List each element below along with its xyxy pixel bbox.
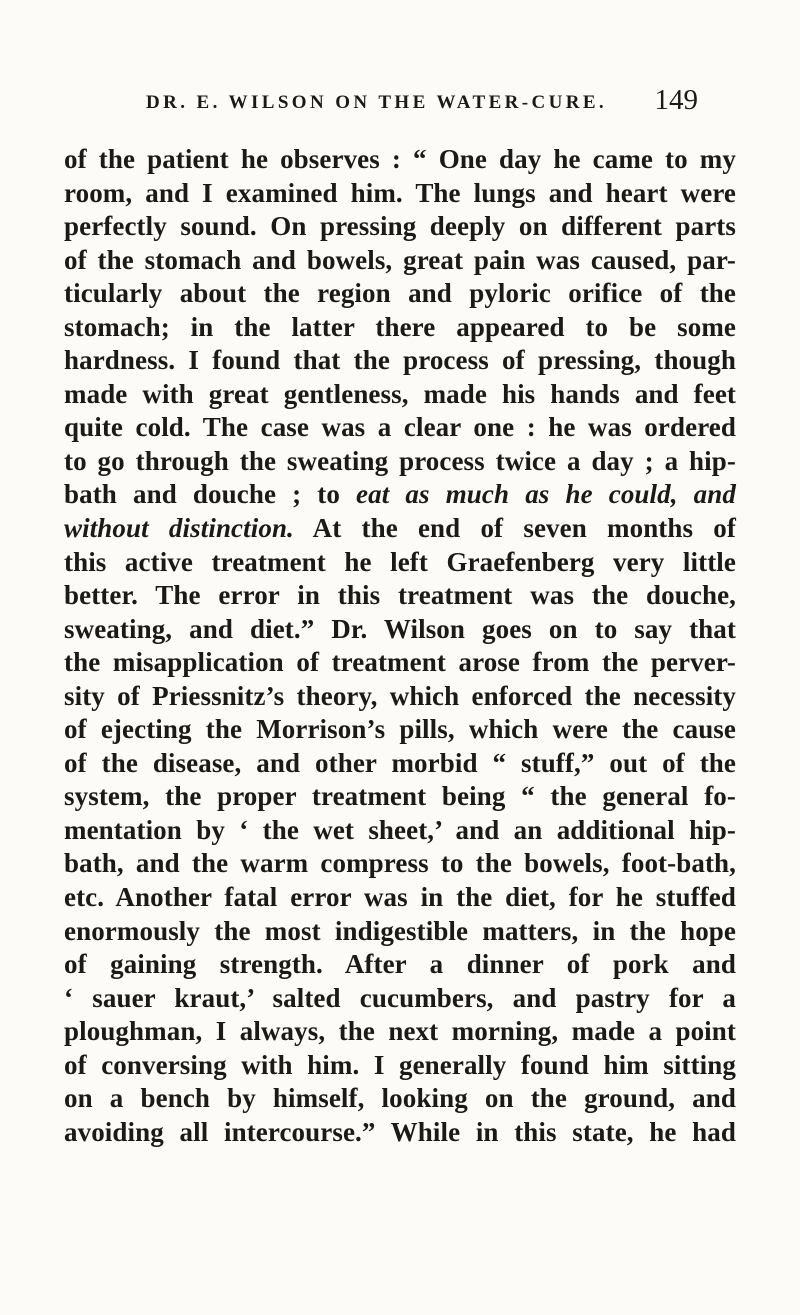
text-line: of the disease, and other morbid “ stuff,” out of the [64, 747, 736, 778]
text-line: of gaining strength. After a dinner of pork and [64, 949, 736, 980]
text-line: sity of Priessnitz’s theory, which enforced the necessity [64, 680, 736, 711]
text-run: bath and douche ; to [64, 479, 357, 510]
text-line-mixed [64, 512, 736, 546]
text-line: on a bench by himself, looking on the ground, and [64, 1083, 736, 1114]
text-line: the misapplication of treatment arose from the perver- [64, 647, 736, 678]
text-line: ‘ sauer kraut,’ salted cucumbers, and pastry for a [64, 982, 736, 1013]
text-line: ticularly about the region and pyloric orifice of the [64, 278, 736, 309]
text-line: sweating, and diet.” Dr. Wilson goes on to say that [64, 613, 736, 644]
text-line: avoiding all intercourse.” While in this state, he had [64, 1116, 736, 1147]
text-line: better. The error in this treatment was the douche, [64, 580, 736, 611]
running-title: DR. E. WILSON ON THE WATER-CURE. [146, 92, 608, 113]
text-line: enormously the most indigestible matters, in the hope [64, 915, 736, 946]
text-line: system, the proper treatment being “ the general fo- [64, 781, 736, 812]
text-line-mixed [64, 478, 736, 512]
running-head [146, 84, 698, 128]
text-line: stomach; in the latter there appeared to be some [64, 311, 736, 342]
text-line: bath, and the warm compress to the bowels, foot-bath, [64, 848, 736, 879]
text-line: made with great gentleness, made his hands and feet [64, 378, 736, 409]
text-line: perfectly sound. On pressing deeply on different parts [64, 211, 736, 242]
text-line: of the stomach and bowels, great pain was caused, par- [64, 244, 736, 275]
text-line: etc. Another fatal error was in the diet, for he stuffed [64, 882, 736, 913]
page-number: 149 [654, 84, 698, 116]
text-line: mentation by ‘ the wet sheet,’ and an additional hip- [64, 814, 736, 845]
text-line: ploughman, I always, the next morning, made a point [64, 1016, 736, 1047]
text-line: room, and I examined him. The lungs and heart were [64, 177, 736, 208]
text-line: hardness. I found that the process of pressing, though [64, 345, 736, 376]
text-line: of the patient he observes : “ One day he came to my [64, 144, 736, 174]
body-text [64, 143, 736, 1149]
text-line: this active treatment he left Graefenberg very little [64, 546, 736, 577]
italic-text: eat as much as he could, and [356, 479, 736, 510]
text-line: quite cold. The case was a clear one : he was ordered [64, 412, 736, 443]
text-line: to go through the sweating process twice a day ; a hip- [64, 445, 736, 476]
text-line: of conversing with him. I generally found him sitting [64, 1049, 736, 1080]
italic-text: without distinction. [64, 513, 294, 544]
text-run: At the end of seven months of [293, 513, 736, 544]
text-line: of ejecting the Morrison’s pills, which were the cause [64, 714, 736, 745]
